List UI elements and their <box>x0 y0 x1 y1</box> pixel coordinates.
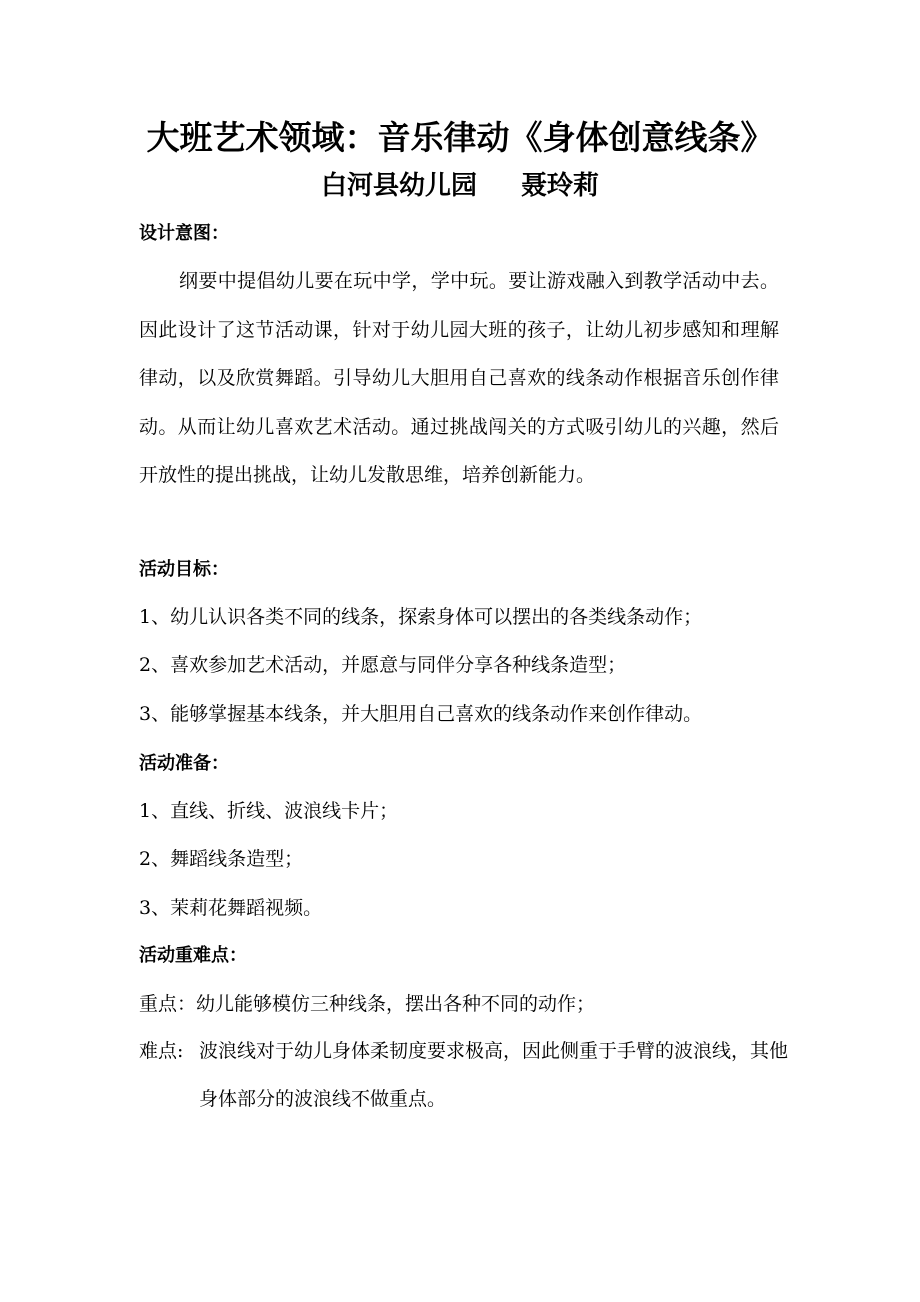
prep-heading: 活动准备： <box>139 753 229 774</box>
goal-item-3: 3、能够掌握基本线条，并大胆用自己喜欢的线条动作来创作律动。 <box>139 703 703 725</box>
goals-heading: 活动目标： <box>139 559 229 580</box>
key-point-label: 重点： <box>139 993 197 1015</box>
prep-item-1: 1、直线、折线、波浪线卡片； <box>139 800 399 822</box>
prep-item-3: 3、茉莉花舞蹈视频。 <box>139 897 323 919</box>
goal-item-1: 1、幼儿认识各类不同的线条，探索身体可以摆出的各类线条动作； <box>139 606 703 628</box>
keypoints-heading: 活动重难点： <box>139 945 247 966</box>
page-title: 大班艺术领域：音乐律动《身体创意线条》 <box>146 118 774 157</box>
author-line <box>0 166 920 206</box>
key-point-line <box>139 989 595 1019</box>
goal-item-2: 2、喜欢参加艺术活动，并愿意与同伴分享各种线条造型； <box>139 654 627 676</box>
design-heading: 设计意图： <box>139 223 229 244</box>
difficulty-label: 难点: <box>139 1040 184 1062</box>
design-paragraph: 纲要中提倡幼儿要在玩中学，学中玩。要让游戏融入到教学活动中去。因此设计了这节活动课，针对于幼儿园大班的孩子，让幼儿初步感知和理解律动，以及欣赏舞蹈。引导幼儿大胆用自己喜欢的线条动作根据音乐创作律动。从而让幼儿喜欢艺术活动。通过挑战闯关的方式吸引幼儿的兴趣，然后开放性的提出挑战，让幼儿发散思维，培养创新能力。 <box>139 270 779 486</box>
difficulty-text: 波浪线对于幼儿身体柔韧度要求极高，因此侧重于手臂的波浪线，其他身体部分的波浪线不做重点。 <box>199 1040 789 1110</box>
school-name: 白河县幼儿园 <box>320 171 477 201</box>
author-name: 聂玲莉 <box>521 171 600 201</box>
prep-item-2: 2、舞蹈线条造型； <box>139 848 304 870</box>
key-point-text: 幼儿能够模仿三种线条，摆出各种不同的动作； <box>196 993 596 1015</box>
difficulty-block <box>139 1027 789 1123</box>
